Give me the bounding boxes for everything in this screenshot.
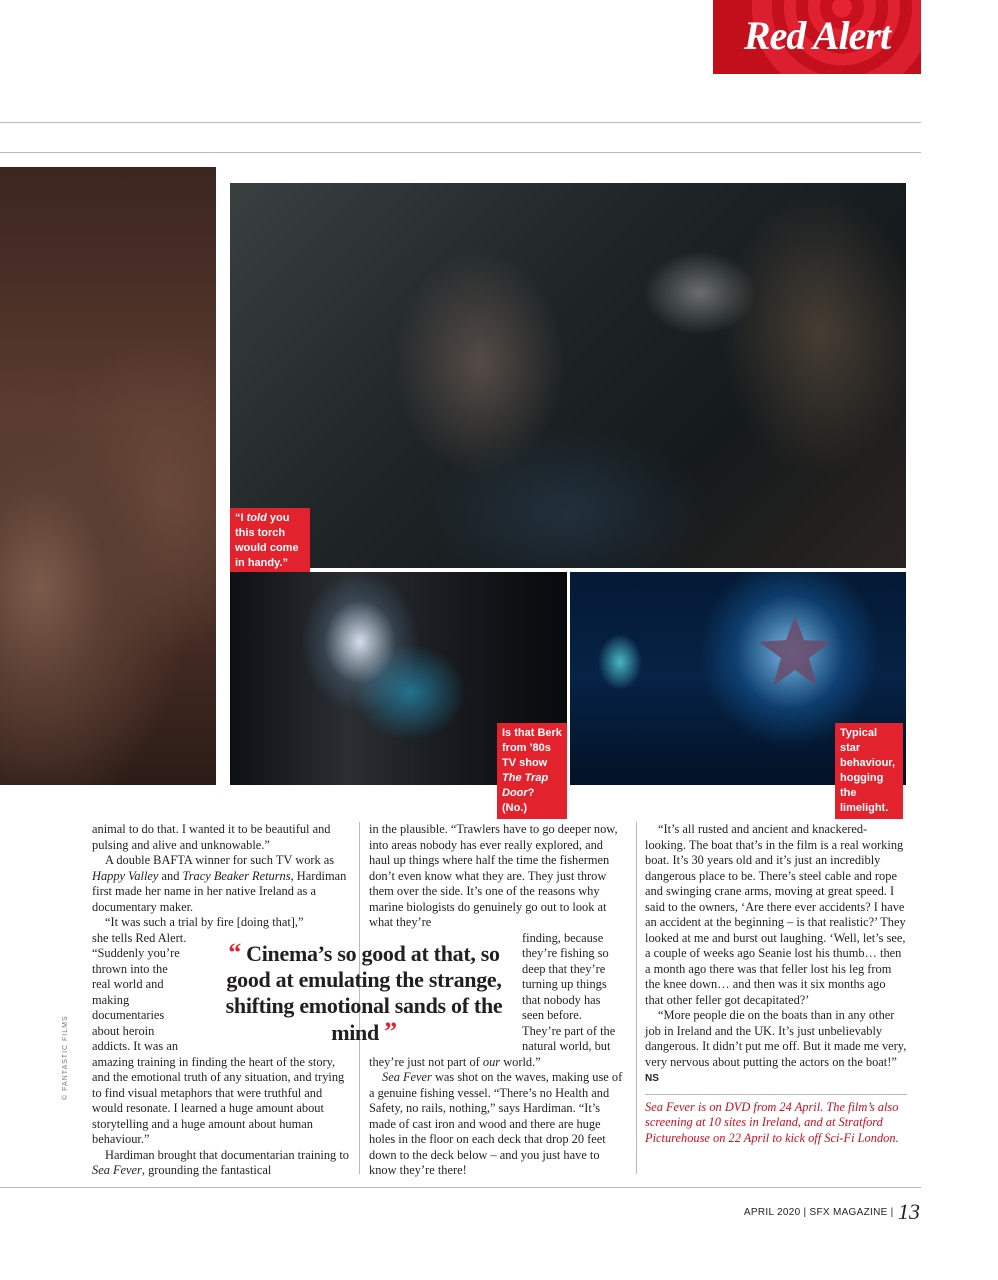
photo-credit: © FANTASTIC FILMS [62,1015,69,1100]
col1-paragraph-1: animal to do that. I wanted it to be beautiful and pulsing and alive and unknowable.” [92,822,331,852]
section-title: Red Alert [743,13,891,58]
col2-paragraph-1-end: they’re just not part of our world.” [369,1054,541,1069]
col1-paragraph-3-cont: amazing training in finding the heart of the story, and the emotional truth of any situation, and trying to find visual metaphors that were truthful and would resonate. I learned a huge amount about storytelling and a huge amount about human behaviour.” [92,1054,345,1146]
col2-paragraph-2: Sea Fever was shot on the waves, making use of a genuine fishing vessel. “There’s no Health and Safety, no rails, nothing,” says Hardiman. “It’s made of cast iron and wood and there are huge holes in the floor on each deck that drop 20 feet down to the deck below – and you just have to know they’re there! [369,1070,623,1177]
pull-quote-close-mark: ” [384,1017,397,1046]
page-number: 13 [898,1199,920,1224]
col2-paragraph-1: in the plausible. “Trawlers have to go deeper now, into areas nobody has ever really explored, and haul up things where half the time the fishermen don’t even know what they are. They just throw them over the side. It’s one of the reasons why marine biologists do genuinely go out to look at what they’re [369,822,618,929]
col3-paragraph-1: “It’s all rusted and ancient and knackered-looking. The boat that’s in the film is a real working boat. It’s 30 years old and it’s just an incredibly dangerous place to be. There’s steel cable and rope and swinging crane arms, moving at great speed. I said to the owners, ‘Are there ever accidents? I have an accident at the beginning – is that realistic?’ They looked at me and burst out laughing. ‘Well, let’s see, a couple of weeks ago Seanie lost his thumb… then a month ago there was that feller lost his leg from the knee down… and then was it six months ago that other feller got decapitated?’ [645,822,906,1007]
pull-quote-open-mark: “ [228,938,241,967]
section-badge [713,0,921,74]
footer-rule [0,1187,921,1188]
col1-paragraph-2: A double BAFTA winner for such TV work as Happy Valley and Tracy Beaker Returns, Hardiman first made her name in her native Ireland as a documentary maker. [92,853,347,914]
folio [744,1199,920,1225]
photo-creature-tank [230,572,567,814]
note-rule [645,1094,907,1095]
col3-paragraph-2: “More people die on the boats than in any other job in Ireland and the UK. It’s just unbelievably dangerous. It didn’t put me off. But it made me very, very nervous about putting the actors on the boat!” NS [645,1008,907,1084]
pull-quote-text: Cinema’s so good at that, so good at emulating the strange, shifting emotional sands of the mind [225,941,503,1045]
col1-paragraph-4: Hardiman brought that documentarian training to Sea Fever, grounding the fantastical [92,1147,349,1177]
column-3 [645,822,907,1146]
photo-crew-torch [230,183,906,568]
photo-man-closeup [0,167,216,785]
col1-wrap-lines: she tells Red Alert. “Suddenly you’re thrown into the real world and making documentaries about heroin addicts. It was an [92,930,187,1053]
caption-star-behaviour: Typical star behaviour, hogging the limelight. [835,723,903,819]
header-rule-top [0,122,921,123]
starfish-icon [755,612,835,692]
caption-trap-door: Is that Berk from ’80s TV show The Trap Door? (No.) [497,723,567,819]
author-signature: NS [645,1073,659,1084]
col2-wrap-lines: finding, because they’re fishing so deep that they’re turning up things that nobody has seen before. They’re part of the natural world, but [522,930,616,1053]
pull-quote [214,940,514,1046]
photo-jellyfish-star [570,572,906,814]
release-note: Sea Fever is on DVD from 24 April. The film’s also screening at 10 sites in Ireland, and at Stratford Picturehouse on 22 April to kick off Sci-Fi London. [645,1099,899,1145]
column-divider-2 [636,822,637,1174]
folio-date-magazine: APRIL 2020 | SFX MAGAZINE | [743,1207,894,1218]
col1-paragraph-3: “It was such a trial by fire [doing that],” [105,915,304,929]
caption-torch: “I told you this torch would come in handy.” [230,508,310,574]
header-rule-bottom [0,152,921,153]
